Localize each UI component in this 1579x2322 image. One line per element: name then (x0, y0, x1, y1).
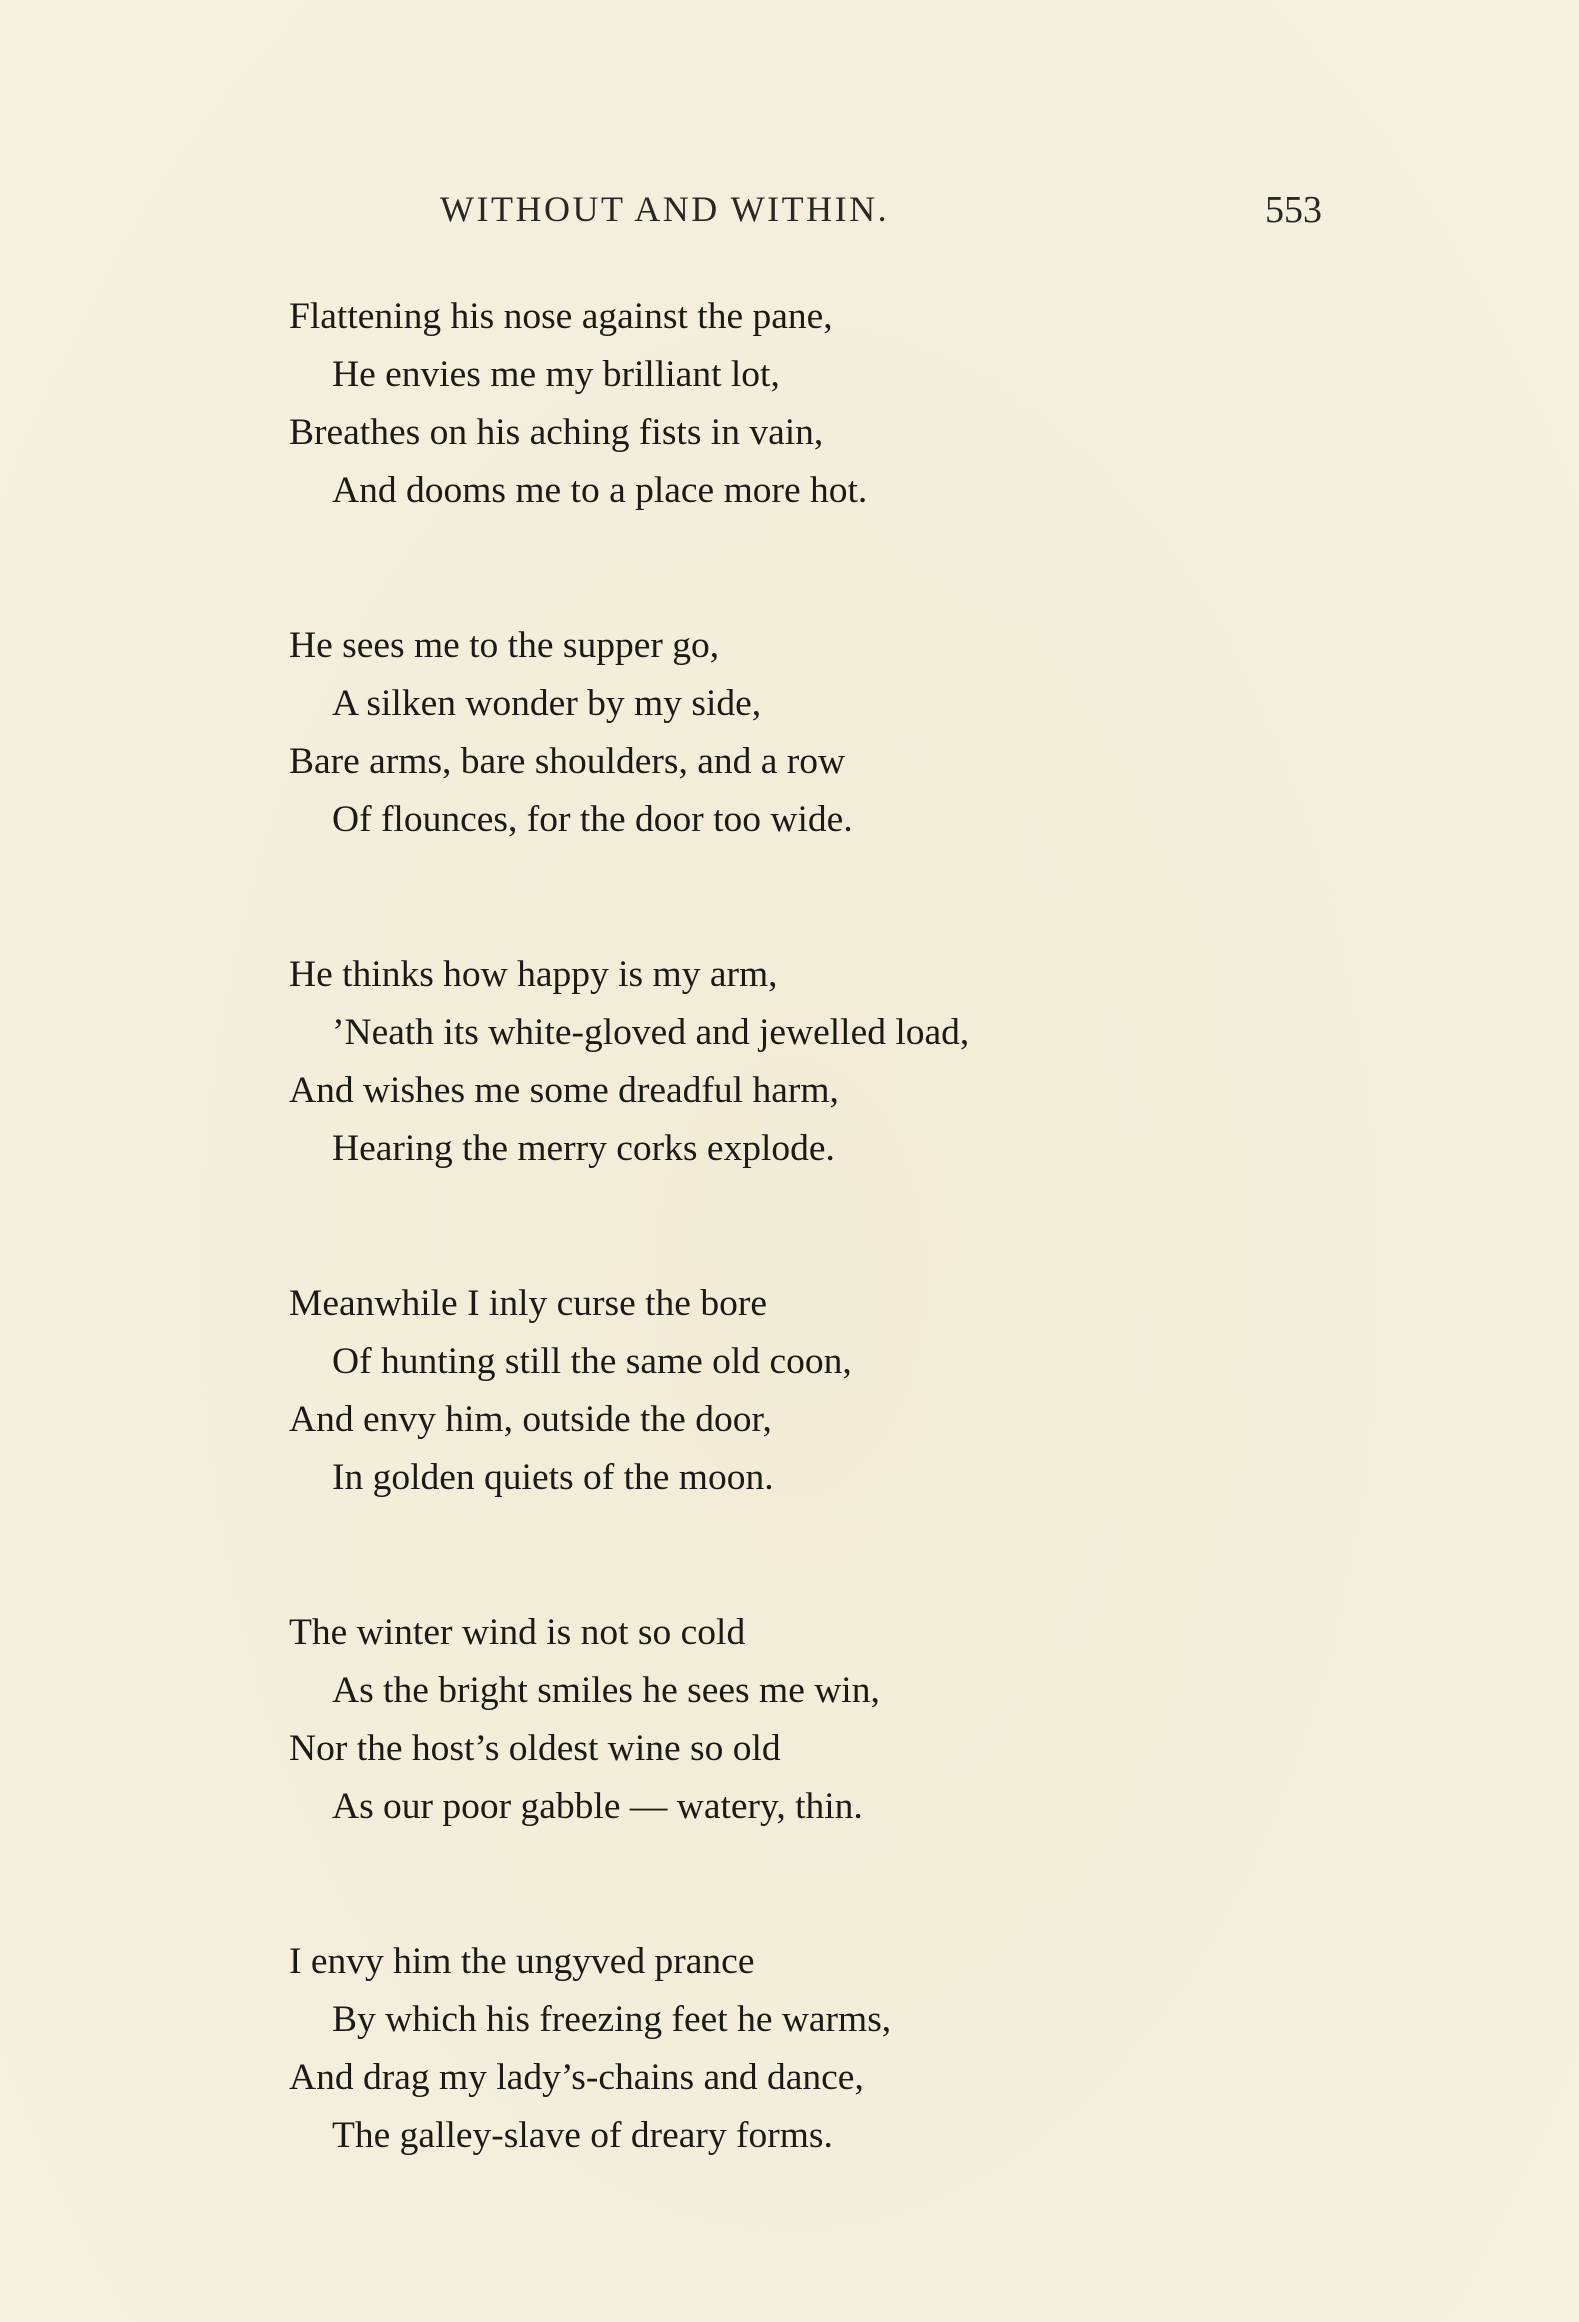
poem-line: As our poor gabble — watery, thin. (332, 1786, 863, 1827)
poem-line: He thinks how happy is my arm, (289, 954, 778, 995)
poem-line: Flattening his nose against the pane, (289, 296, 833, 337)
poem-line: Of flounces, for the door too wide. (332, 799, 853, 840)
poem-line: The winter wind is not so cold (289, 1612, 746, 1653)
poem-line: ’Neath its white-gloved and jewelled load, (332, 1012, 970, 1053)
page-header (0, 188, 1579, 238)
stanza-1 (289, 288, 1389, 520)
poem-line: And dooms me to a place more hot. (332, 470, 868, 511)
page-number: 553 (1265, 189, 1322, 231)
poem-line: Bare arms, bare shoulders, and a row (289, 741, 846, 782)
poem-line: A silken wonder by my side, (332, 683, 762, 724)
poem-body (289, 288, 1389, 2262)
poem-line: Nor the host’s oldest wine so old (289, 1728, 781, 1769)
poem-line: Of hunting still the same old coon, (332, 1341, 852, 1382)
poem-line: In golden quiets of the moon. (332, 1457, 774, 1498)
poem-line: As the bright smiles he sees me win, (332, 1670, 880, 1711)
poem-line: And wishes me some dreadful harm, (289, 1070, 839, 1111)
poem-line: And drag my lady’s-chains and dance, (289, 2057, 864, 2098)
stanza-6 (289, 1933, 1389, 2165)
stanza-2 (289, 617, 1389, 849)
poem-line: Hearing the merry corks explode. (332, 1128, 835, 1169)
stanza-3 (289, 946, 1389, 1178)
poem-line: And envy him, outside the door, (289, 1399, 772, 1440)
poem-line: He sees me to the supper go, (289, 625, 720, 666)
running-title: WITHOUT AND WITHIN. (440, 189, 890, 229)
poem-line: I envy him the ungyved prance (289, 1941, 755, 1982)
poem-line: By which his freezing feet he warms, (332, 1999, 892, 2040)
poem-line: Breathes on his aching fists in vain, (289, 412, 824, 453)
stanza-5 (289, 1604, 1389, 1836)
poem-line: The galley-slave of dreary forms. (332, 2115, 833, 2156)
stanza-4 (289, 1275, 1389, 1507)
poem-line: He envies me my brilliant lot, (332, 354, 780, 395)
poem-line: Meanwhile I inly curse the bore (289, 1283, 767, 1324)
